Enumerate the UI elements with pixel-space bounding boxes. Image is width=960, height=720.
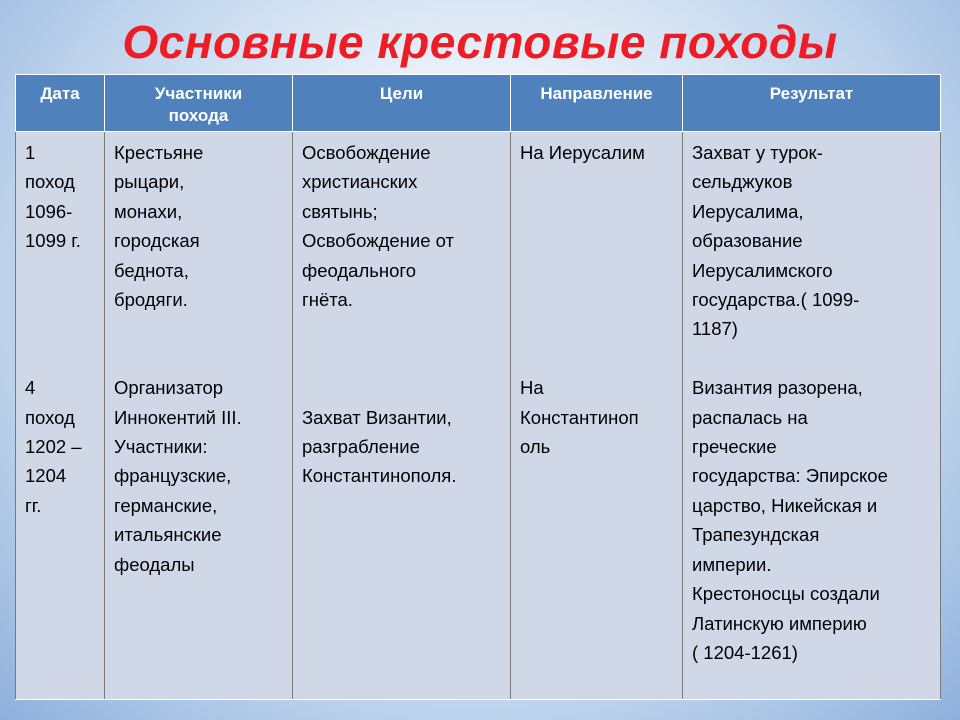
cell-goals: Освобождение христианских святынь; Освобождение от феодального гнёта. Захват Византии, разграбление Константинополя. — [293, 132, 511, 700]
cell-direction: На Иерусалим На Константиноп оль — [511, 132, 683, 700]
table-header-row — [16, 75, 941, 132]
cell-date: 1 поход 1096- 1099 г. 4 поход 1202 – 1204 гг. — [16, 132, 105, 700]
cell-participants: Крестьяне рыцари, монахи, городская беднота, бродяги. Организатор Иннокентий III. Участники: французские, германские, итальянские феодалы — [105, 132, 293, 700]
header-direction: Направление — [511, 75, 683, 132]
header-result: Результат — [683, 75, 941, 132]
header-date: Дата — [16, 75, 105, 132]
cell-result: Захват у турок- сельджуков Иерусалима, образование Иерусалимского государства.( 1099- 1187) Византия разорена, распалась на греческие государства: Эпирское царство, Никейская и Трапезундская империи. Крестоносцы создали Латинскую империю ( 1204-1261) — [683, 132, 941, 700]
header-goals: Цели — [293, 75, 511, 132]
header-participants: Участники похода — [105, 75, 293, 132]
page-title: Основные крестовые походы — [122, 16, 838, 68]
table-row — [16, 132, 941, 700]
crusades-table — [15, 74, 941, 700]
